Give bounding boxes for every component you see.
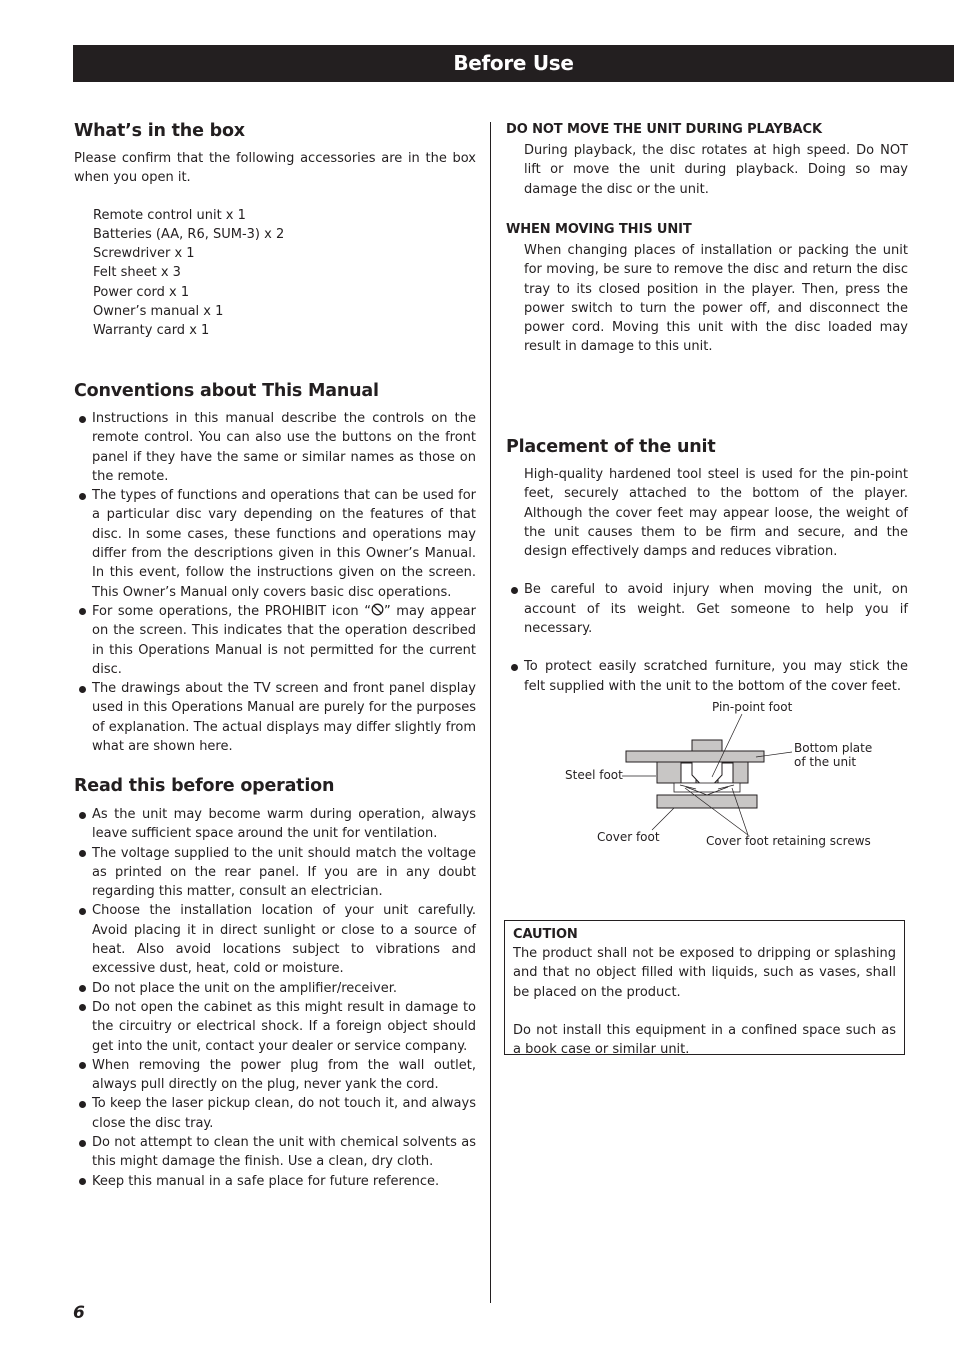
column-divider [490, 122, 491, 1303]
section-heading: What’s in the box [74, 121, 245, 141]
subheading: WHEN MOVING THIS UNIT [506, 222, 692, 237]
list-item: Be careful to avoid injury when moving the unit, on account of its weight. Get someone to help you if necessary. [506, 580, 908, 638]
placement-list [506, 580, 908, 695]
list-item: As the unit may become warm during operation, always leave sufficient space around the unit for ventilation. [74, 805, 476, 844]
list-item: Remote control unit x 1 [93, 207, 246, 223]
read-before-list [74, 805, 476, 1191]
section-conventions [74, 381, 476, 756]
list-item: Screwdriver x 1 [93, 246, 195, 262]
prohibit-icon [371, 603, 384, 616]
section-whats-in-box [74, 121, 476, 341]
caution-box [504, 920, 905, 1058]
label-pin-point-foot: Pin-point foot [712, 700, 793, 714]
label-bottom-plate-2: of the unit [794, 755, 857, 769]
section-read-before [74, 776, 476, 1191]
list-item: Do not open the cabinet as this might result in damage to the circuitry or electrical shock. If a foreign object should get into the unit, contact your dealer or service company. [74, 998, 476, 1056]
page-number: 6 [73, 1303, 85, 1323]
accessory-list [74, 206, 476, 341]
list-item: When removing the power plug from the wall outlet, always pull directly on the plug, never yank the cord. [74, 1056, 476, 1095]
list-item: To keep the laser pickup clean, do not touch it, and always close the disc tray. [74, 1094, 476, 1133]
prohibit-text-after: ” may appear on the screen. This indicates that the operation described in this Operations Manual is not permitted for the current disc. [92, 603, 476, 677]
page-title: Before Use [453, 51, 574, 75]
list-item: Warranty card x 1 [93, 323, 210, 339]
placement-text: High-quality hardened tool steel is used for the pin-point feet, securely attached to the bottom of the player. Although the cover feet may appear loose, the weight of the unit causes them to be firm and secure, and the design effectively damps and reduces vibration. [524, 467, 908, 560]
list-item: Choose the installation location of your unit carefully. Avoid placing it in direct sunlight or close to a source of heat. Also avoid locations subject to vibrations and excessive dust, heat, cold or moisture. [74, 901, 476, 978]
list-item: To protect easily scratched furniture, you may stick the felt supplied with the unit to the bottom of the cover feet. [506, 657, 908, 696]
label-bottom-plate: Bottom plate [794, 741, 873, 755]
list-item: The voltage supplied to the unit should match the voltage as printed on the rear panel. If you are in any doubt regarding this matter, consult an electrician. [74, 844, 476, 902]
caution-title: CAUTION [513, 927, 578, 942]
list-item: Owner’s manual x 1 [93, 304, 224, 320]
list-item: Do not place the unit on the amplifier/receiver. [74, 979, 476, 998]
no-move-text: During playback, the disc rotates at high speed. Do NOT lift or move the unit during playback. Doing so may damage the disc or the unit. [524, 143, 908, 197]
section-no-move [506, 121, 908, 199]
list-item: The drawings about the TV screen and front panel display used in this Operations Manual are purely for the purposes of explanation. The actual displays may differ slightly from what are shown here. [74, 679, 476, 756]
caution-text-1: The product shall not be exposed to dripping or splashing and that no object filled with liquids, such as vases, shall be placed on the product. [513, 946, 896, 1000]
list-item: Power cord x 1 [93, 284, 190, 300]
section-when-moving [506, 221, 908, 357]
label-cover-foot: Cover foot [597, 830, 660, 844]
section-heading: Conventions about This Manual [74, 381, 379, 401]
section-placement [506, 437, 908, 696]
subheading: DO NOT MOVE THE UNIT DURING PLAYBACK [506, 122, 822, 137]
prohibit-text-before: For some operations, the PROHIBIT icon “ [92, 603, 371, 619]
caution-text-2: Do not install this equipment in a confined space such as a book case or similar unit. [513, 1022, 896, 1058]
foot-diagram [556, 697, 876, 857]
label-steel-foot: Steel foot [565, 768, 623, 782]
list-item: Instructions in this manual describe the controls on the remote control. You can also use the buttons on the front panel if they have the same or similar names as those on the remote. [74, 409, 476, 486]
label-retaining-screws: Cover foot retaining screws [706, 834, 871, 848]
section-heading: Read this before operation [74, 776, 335, 796]
list-item: Do not attempt to clean the unit with chemical solvents as this might damage the finish. Use a clean, dry cloth. [74, 1133, 476, 1172]
header-banner [73, 45, 954, 82]
box-intro: Please confirm that the following accessories are in the box when you open it. [74, 151, 476, 186]
list-item: The types of functions and operations that can be used for a particular disc vary depending on the features of that disc. In some cases, these functions and operations may differ from the descriptions given in this Owner’s Manual. In this event, follow the instructions given on the screen. This Owner’s Manual only covers basic disc operations. [74, 486, 476, 602]
list-item: Keep this manual in a safe place for future reference. [74, 1172, 476, 1191]
section-heading: Placement of the unit [506, 437, 716, 457]
list-item: Batteries (AA, R6, SUM-3) x 2 [93, 226, 285, 242]
conventions-list [74, 409, 476, 756]
list-item-prohibit [74, 602, 476, 679]
when-moving-text: When changing places of installation or packing the unit for moving, be sure to remove the disc and return the disc tray to its closed position in the player. Then, press the power switch to turn the power off, and disconnect the power cord. Moving this unit with the disc loaded may result in damage to this unit. [524, 243, 908, 355]
list-item: Felt sheet x 3 [93, 265, 181, 281]
